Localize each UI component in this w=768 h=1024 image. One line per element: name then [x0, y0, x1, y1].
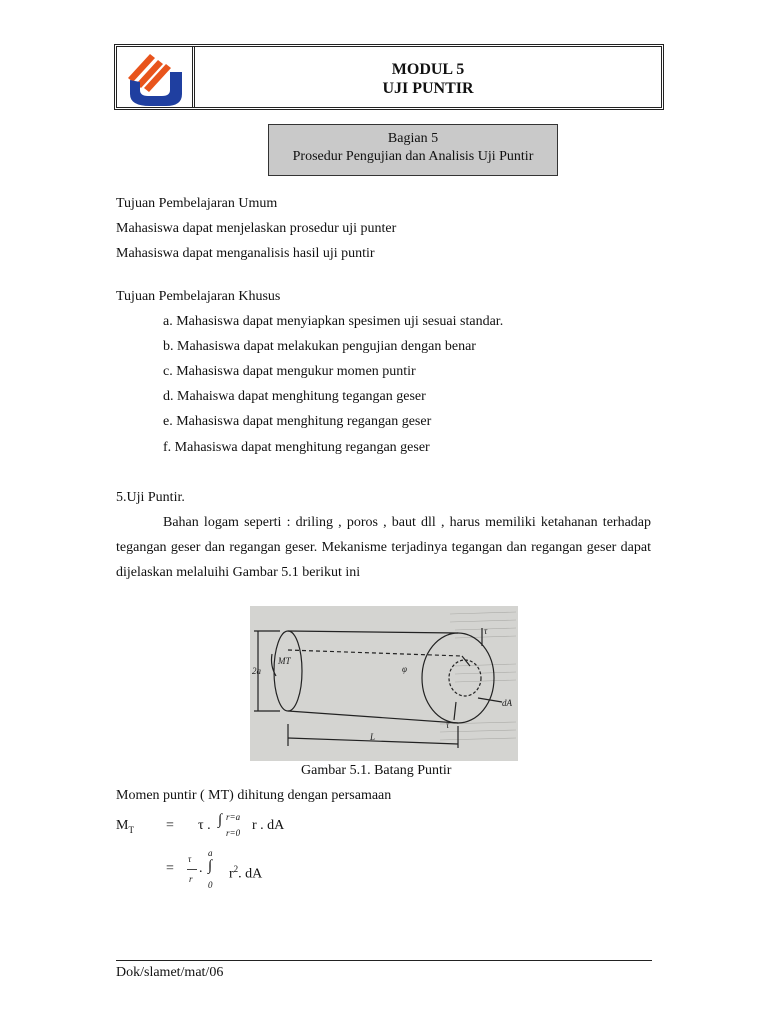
- module-name: UJI PUNTIR: [382, 80, 474, 97]
- khusus-item: b. Mahasiswa dapat melakukan pengujian dengan benar: [163, 339, 476, 354]
- formula-rhs2: [229, 860, 262, 884]
- label-phi: φ: [402, 664, 407, 674]
- khusus-item: d. Mahaiswa dapat menghitung tegangan geser: [163, 389, 426, 404]
- integral2-upper: a: [208, 848, 213, 858]
- section-box: [268, 124, 558, 176]
- footer-doc-id: Dok/slamet/mat/06: [116, 965, 224, 980]
- figure-caption: Gambar 5.1. Batang Puntir: [301, 763, 452, 778]
- formula-eq2: =: [166, 861, 174, 876]
- formula-lhs: [116, 817, 134, 839]
- institution-logo-icon: [126, 50, 186, 108]
- formula-rhs1: r . dA: [252, 818, 285, 833]
- khusus-heading: Tujuan Pembelajaran Khusus: [116, 289, 281, 304]
- section-paragraph: Bahan logam seperti : driling , poros , baut dll , harus memiliki ketahanan terhadap tegangan geser dan regangan geser. Mekanisme terjadinya tegangan dan regangan geser dapat dijelaskan melaluihi Gambar 5.1 berikut ini: [116, 515, 651, 580]
- formula-r-sup: 2: [233, 864, 239, 874]
- integral1-upper: r=a: [226, 812, 241, 822]
- formula-eq1: =: [166, 818, 174, 833]
- umum-item: Mahasiswa dapat menjelaskan prosedur uji punter: [116, 221, 397, 236]
- section-heading: 5.Uji Puntir.: [116, 490, 185, 505]
- section-label: Bagian 5: [387, 131, 439, 146]
- logo-cell: [117, 47, 195, 107]
- label-tau-top: τ: [484, 626, 488, 636]
- module-title: [195, 60, 661, 98]
- khusus-item: c. Mahasiswa dapat mengukur momen puntir: [163, 364, 416, 379]
- figure-torsion-bar: [250, 606, 518, 761]
- khusus-item: f. Mahasiswa dapat menghitung regangan geser: [163, 440, 430, 455]
- label-2a: 2a: [252, 666, 261, 676]
- module-number: MODUL 5: [391, 61, 465, 78]
- integral2-lower: 0: [208, 880, 213, 890]
- formula-da: . dA: [238, 866, 263, 882]
- label-length: L: [370, 732, 376, 742]
- integral-sign-icon: ∫: [218, 812, 223, 828]
- formula-m: M: [116, 818, 129, 833]
- formula-dot: .: [199, 861, 203, 876]
- fraction-denominator: r: [189, 874, 193, 884]
- formula-m-sub: T: [128, 824, 134, 835]
- formula-r: r: [229, 866, 234, 882]
- footer-rule: [116, 960, 652, 961]
- torsion-bar-diagram: [250, 606, 518, 761]
- section-subtitle: Prosedur Pengujian dan Analisis Uji Puntir: [292, 149, 534, 164]
- moment-intro: Momen puntir ( MT) dihitung dengan persamaan: [116, 788, 392, 803]
- khusus-item: a. Mahasiswa dapat menyiapkan spesimen uji sesuai standar.: [163, 314, 504, 329]
- label-tau-bottom: τ: [446, 720, 450, 730]
- khusus-item: e. Mahasiswa dapat menghitung regangan geser: [163, 414, 432, 429]
- integral1-lower: r=0: [226, 828, 241, 838]
- label-da: dA: [502, 698, 512, 708]
- umum-item: Mahasiswa dapat menganalisis hasil uji puntir: [116, 246, 375, 261]
- formula-tau: τ .: [198, 818, 211, 833]
- integral-sign-icon: ∫: [208, 858, 213, 874]
- fraction-numerator: τ: [188, 854, 192, 864]
- header-box: [114, 44, 664, 110]
- label-mt: MT: [278, 656, 291, 666]
- umum-heading: Tujuan Pembelajaran Umum: [116, 196, 278, 211]
- fraction-bar: [187, 869, 197, 870]
